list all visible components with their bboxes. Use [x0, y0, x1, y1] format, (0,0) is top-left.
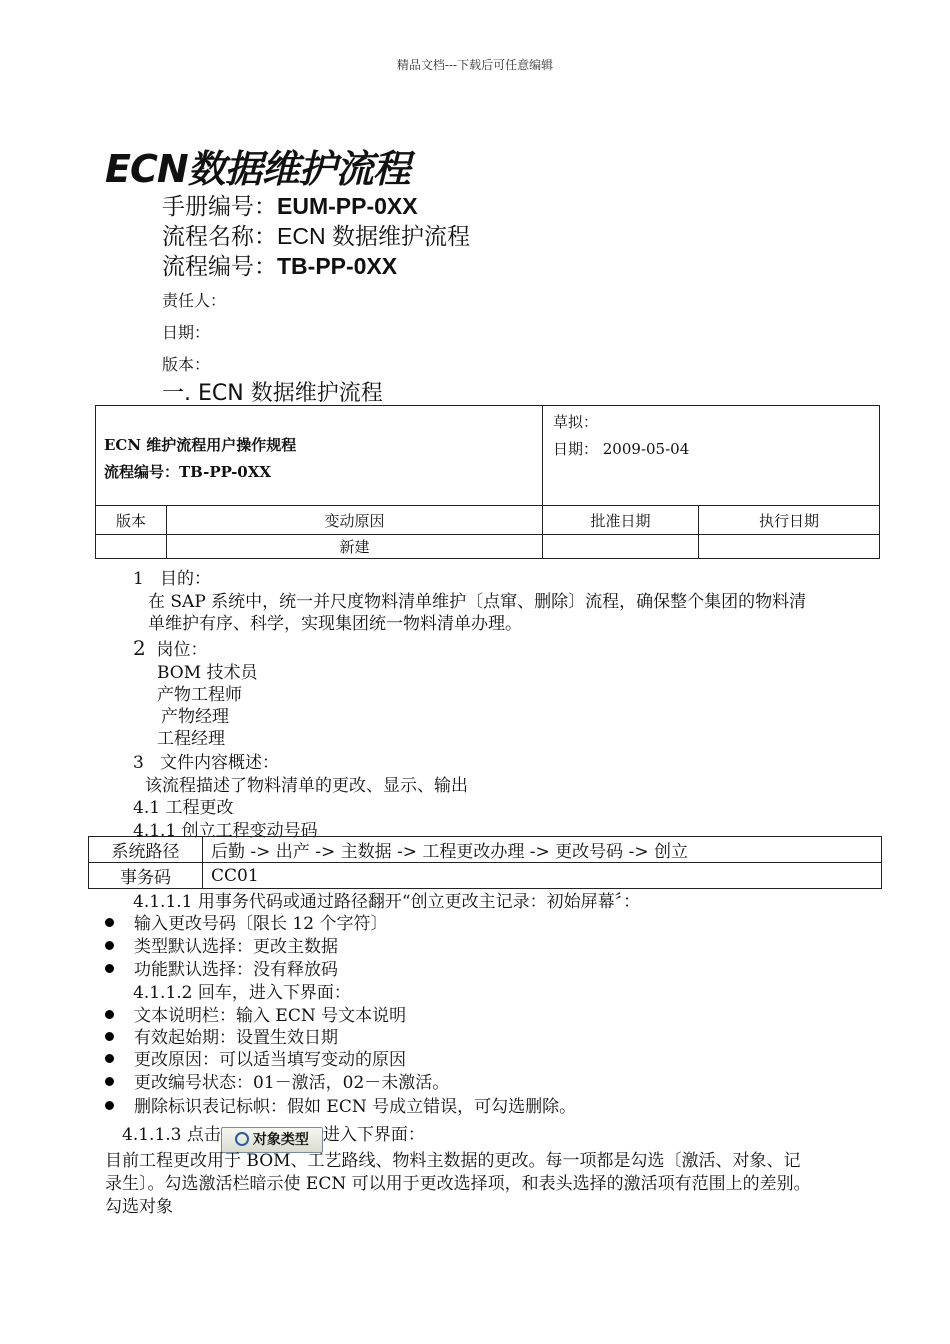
- cell-approval-date: [543, 535, 699, 559]
- tcode-label: 事务码: [89, 863, 203, 889]
- s41-heading: 4.1 工程更改: [133, 798, 234, 818]
- s2-number: 2: [133, 636, 146, 660]
- doc-title: ECN数据维护流程: [105, 147, 410, 191]
- procedure-title-cell: [96, 406, 543, 506]
- section-heading: 一. ECN 数据维护流程: [162, 381, 383, 406]
- col-header-change-reason: 变动原因: [167, 506, 543, 535]
- process-number-value: TB-PP-0XX: [277, 253, 398, 279]
- bullet-item: [105, 1092, 576, 1117]
- s1-line-2: 单维护有序、科学，实现集团统一物料清单办理。: [148, 614, 522, 634]
- bullet-text: 输入更改号码〔限长 12 个字符〕: [134, 914, 388, 934]
- bullet-text: 功能默认选择：没有释放码: [134, 960, 338, 980]
- s4113-suffix: 进入下界面：: [322, 1125, 425, 1145]
- bullet-item: [105, 1045, 406, 1070]
- s1-number: 1: [133, 569, 144, 589]
- bullet-text: 删除标识表记标帜：假如 ECN 号成立错误，可勾选删除。: [134, 1097, 577, 1117]
- s4111-heading: 4.1.1.1 用事务代码或通过路径翻开“创立更改主记录：初始屏幕〞：: [133, 892, 641, 912]
- role-bom-technician: BOM 技术员: [157, 663, 258, 683]
- bullet-text: 类型默认选择：更改主数据: [134, 937, 338, 957]
- col-header-effective-date: 执行日期: [699, 506, 880, 535]
- bullet-icon: [105, 1101, 114, 1110]
- bullet-text: 更改原因：可以适当填写变动的原因: [134, 1050, 406, 1070]
- role-product-manager: 产物经理: [161, 707, 229, 727]
- s2-heading: [133, 635, 208, 660]
- page-header: 精品文档---下载后可任意编辑: [396, 58, 554, 72]
- procedure-info-table: [95, 405, 880, 559]
- bullet-icon: [105, 1077, 114, 1086]
- role-engineering-manager: 工程经理: [157, 729, 225, 749]
- role-product-engineer: 产物工程师: [157, 685, 242, 705]
- paragraph-line-1: 目前工程更改用于 BOM、工艺路线、物料主数据的更改。每一项都是勾选〔激活、对象、记: [105, 1151, 801, 1171]
- bullet-icon: [105, 918, 114, 927]
- s4113-prefix: 4.1.1.3 点击: [122, 1125, 221, 1145]
- process-number-label: 流程编号：: [162, 254, 277, 280]
- object-type-button-label: 对象类型: [252, 1132, 309, 1148]
- col-header-approval-date: 批准日期: [543, 506, 699, 535]
- version-label: 版本：: [162, 355, 211, 374]
- draft-cell: [543, 406, 880, 506]
- process-number-line: [162, 248, 397, 281]
- s1-label: 目的：: [160, 569, 212, 589]
- draft-date: 日期： 2009-05-04: [553, 440, 690, 458]
- manual-number-value: EUM-PP-0XX: [277, 193, 418, 219]
- paragraph-line-3: 勾选对象: [105, 1197, 173, 1217]
- bullet-icon: [105, 964, 114, 973]
- path-value: 后勤 -> 出产 -> 主数据 -> 工程更改办理 -> 更改号码 -> 创立: [203, 837, 882, 863]
- bullet-icon: [105, 1032, 114, 1041]
- manual-number-line: [162, 188, 418, 221]
- draft-label: 草拟：: [553, 413, 599, 431]
- process-name-line: [162, 218, 470, 251]
- bullet-item: [105, 932, 338, 957]
- bullet-text: 更改编号状态：01－激活，02－未激活。: [134, 1073, 450, 1093]
- bullet-icon: [105, 941, 114, 950]
- tcode-value: CC01: [203, 863, 882, 889]
- process-name-value: ECN 数据维护流程: [277, 223, 470, 249]
- cell-version: [96, 535, 167, 559]
- bullet-item: [105, 955, 338, 980]
- procedure-number: 流程编号：TB-PP-0XX: [104, 463, 272, 481]
- s4112-heading: 4.1.1.2 回车，进入下界面：: [133, 983, 351, 1003]
- bullet-icon: [105, 1054, 114, 1063]
- s1-heading: [133, 564, 211, 589]
- owner-label: 责任人：: [162, 291, 227, 310]
- col-header-version: 版本: [96, 506, 167, 535]
- person-icon: [235, 1132, 249, 1146]
- bullet-icon: [105, 1010, 114, 1019]
- cell-effective-date: [699, 535, 880, 559]
- system-path-table: [88, 836, 882, 889]
- bullet-text: 有效起始期：设置生效日期: [134, 1028, 338, 1048]
- process-name-label: 流程名称：: [162, 224, 277, 250]
- s2-label: 岗位：: [156, 640, 208, 660]
- manual-number-label: 手册编号：: [162, 194, 277, 220]
- s3-number: 3: [133, 753, 144, 773]
- cell-change-reason: 新建: [167, 535, 543, 559]
- date-label: 日期：: [162, 323, 211, 342]
- s411-heading: 4.1.1 创立工程变动号码: [133, 821, 318, 841]
- s1-line-1: 在 SAP 系统中，统一并尺度物料清单维护〔点窜、删除〕流程，确保整个集团的物料清: [148, 592, 807, 612]
- bullet-item: [105, 1068, 449, 1093]
- s3-heading: [133, 748, 279, 773]
- paragraph-line-2: 录生〕。勾选激活栏暗示使 ECN 可以用于更改选择项，和表头选择的激活项有范围上的差别。: [105, 1174, 811, 1194]
- bullet-item: [105, 909, 387, 934]
- s3-label: 文件内容概述：: [160, 753, 280, 773]
- path-label: 系统路径: [89, 837, 203, 863]
- s3-text: 该流程描述了物料清单的更改、显示、输出: [145, 776, 468, 796]
- bullet-text: 文本说明栏：输入 ECN 号文本说明: [134, 1006, 407, 1026]
- procedure-title: ECN 维护流程用户操作规程: [104, 436, 297, 454]
